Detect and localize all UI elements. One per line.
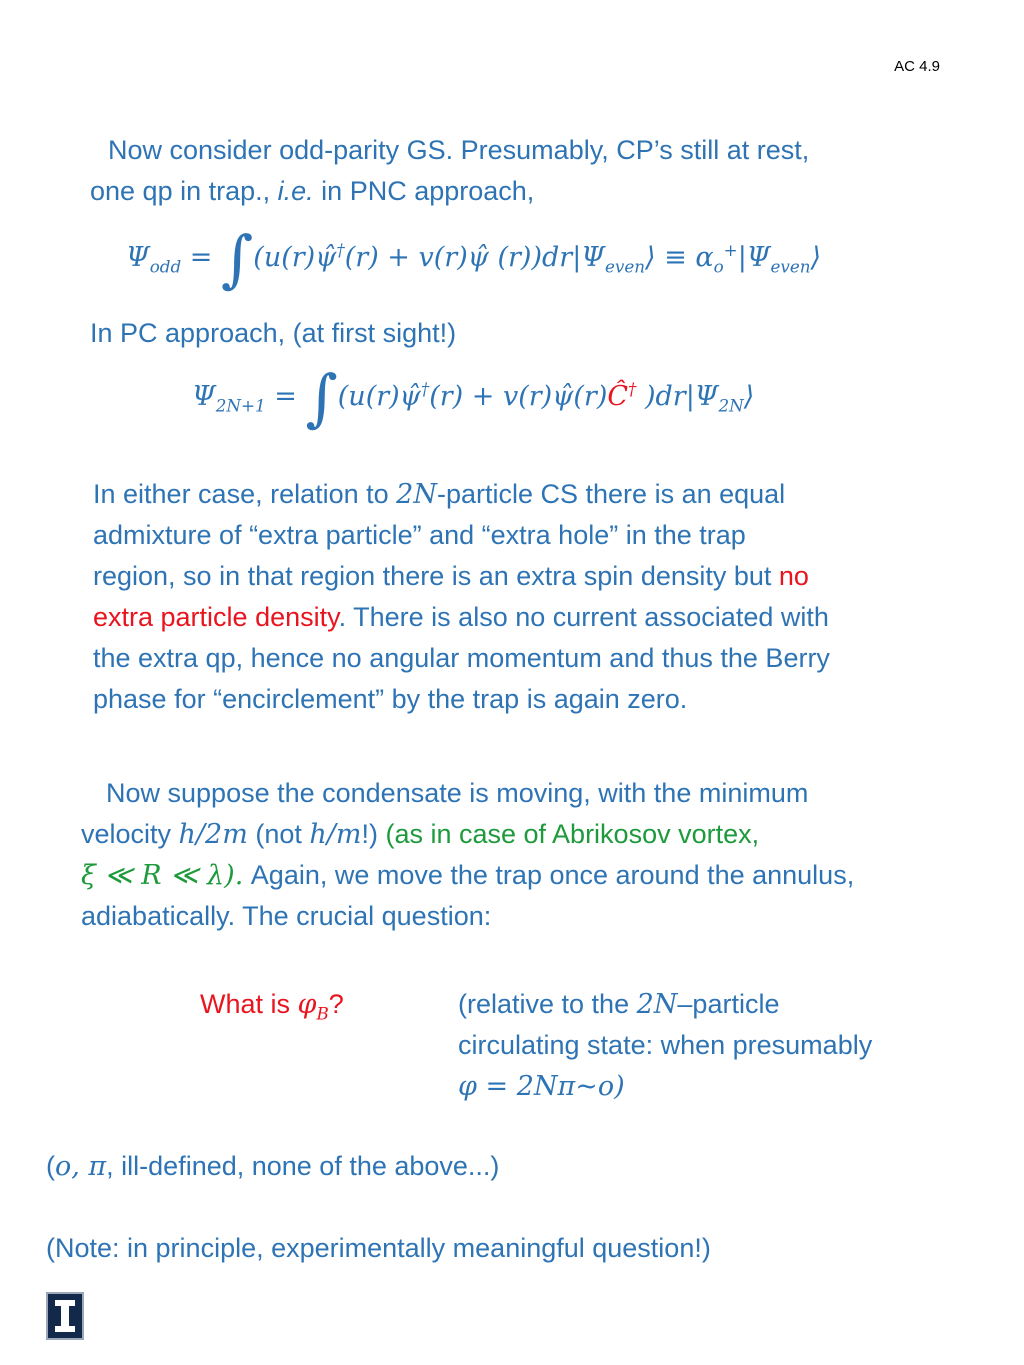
paragraph3-line5: the extra qp, hence no angular momentum and thus the Berry — [93, 643, 830, 673]
paragraph3-line1: In either case, relation to 2N-particle CS there is an equal — [93, 479, 786, 510]
equation-psi-odd: $\Psi_{odd}$ = ∫(u(r)ψ̂†(r) + v(r)ψ̂ $(r))dr|\Psi_{even}⟩$ ≡ $\alpha_o^+|\Psi_{even}⟩$ — [126, 222, 822, 295]
paragraph1-line2-b: in PNC approach, — [313, 176, 535, 206]
berry-phase-question: What is $\varphi_B$? — [200, 989, 344, 1024]
relative-note-line3: φ = 2Nπ~o) — [458, 1071, 625, 1102]
paragraph4-line3: ξ ≪ R ≪ λ). Again, we move the trap once around the annulus, — [81, 860, 855, 891]
paragraph3-line4: extra particle density. There is also no current associated with — [93, 602, 829, 632]
block-i-icon — [48, 1294, 82, 1338]
answer-options: (o, π, ill-defined, none of the above...) — [46, 1151, 500, 1182]
page-number-label: AC 4.9 — [894, 58, 940, 75]
university-logo — [46, 1292, 84, 1340]
relative-note-line2: circulating state: when presumably — [458, 1030, 873, 1060]
equation-psi-2n-plus-1: $\Psi_{2N+1}$ = ∫(u(r)ψ̂†(r) + v(r)ψ̂(r)Ĉ† )$dr|\Psi_{2N}⟩$ — [192, 361, 755, 434]
paragraph3-line6: phase for “encirclement” by the trap is again zero. — [93, 684, 688, 714]
relative-note-line1: (relative to the 2N–particle — [458, 989, 780, 1020]
final-note: (Note: in principle, experimentally meaningful question!) — [46, 1233, 711, 1263]
paragraph1-line1: Now consider odd-parity GS. Presumably, CP’s still at rest, — [108, 135, 810, 165]
integral-sign: ∫ — [305, 361, 338, 434]
integral-sign: ∫ — [220, 222, 254, 295]
paragraph1-line2-a: one qp in trap., — [90, 176, 278, 206]
ie-text: i.e. — [277, 176, 314, 206]
paragraph4-line1: Now suppose the condensate is moving, with the minimum — [106, 778, 809, 808]
paragraph4-line4: adiabatically. The crucial question: — [81, 901, 492, 931]
paragraph3-line3: region, so in that region there is an extra spin density but no — [93, 561, 809, 591]
paragraph4-line2: velocity h/2m (not h/m!) (as in case of Abrikosov vortex, — [81, 819, 760, 850]
paragraph3-line2: admixture of “extra particle” and “extra hole” in the trap — [93, 520, 746, 550]
paragraph2: In PC approach, (at first sight!) — [90, 318, 457, 348]
paragraph1-line2 — [90, 171, 534, 212]
c-dagger-operator: Ĉ — [607, 381, 629, 412]
